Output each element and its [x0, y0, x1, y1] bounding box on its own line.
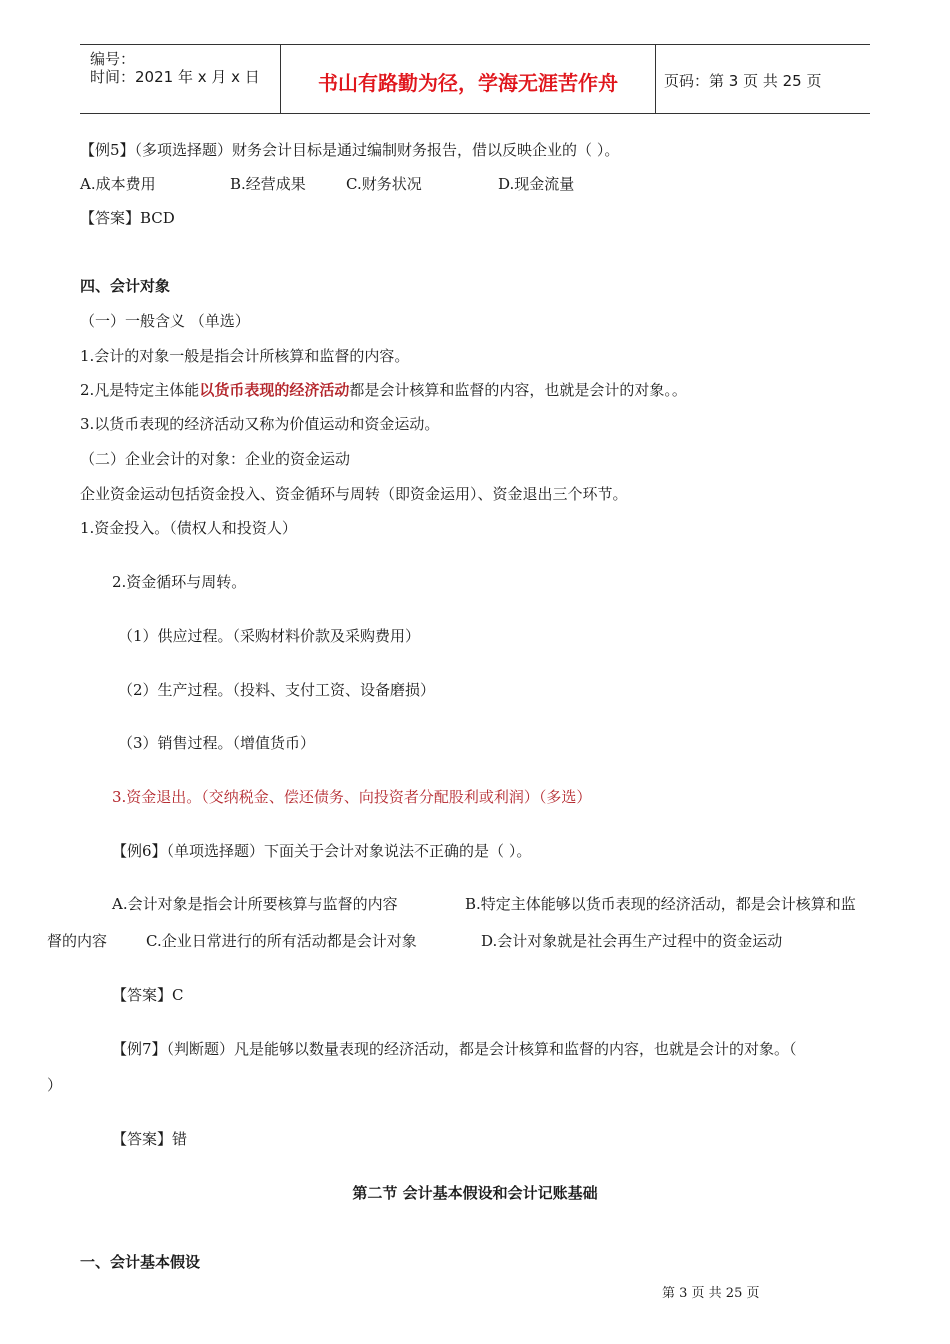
section-heading-accounting-object: 四、会计对象 [80, 277, 171, 295]
header-page-cell [654, 45, 870, 113]
header-meta-cell [80, 45, 280, 113]
example-6-question: 【例6】（单项选择题）下面关于会计对象说法不正确的是（ ）。 [112, 842, 532, 860]
header-motto-cell [280, 45, 656, 113]
example-5-question: 【例5】（多项选择题）财务会计目标是通过编制财务报告，借以反映企业的（ ）。 [80, 141, 620, 159]
example-5-option-d: D.现金流量 [498, 175, 575, 193]
paragraph-8: （2）生产过程。（投料、支付工资、设备磨损） [118, 681, 436, 699]
document-header [80, 44, 870, 114]
paragraph-6: 2.资金循环与周转。 [112, 573, 247, 591]
example-7-answer: 【答案】错 [112, 1130, 188, 1148]
example-7-question: 【例7】（判断题）凡是能够以数量表现的经济活动，都是会计核算和监督的内容，也就是会计的对象。（ [112, 1040, 797, 1058]
example-5-option-c: C.财务状况 [346, 175, 422, 193]
example-5-answer: 【答案】BCD [80, 209, 175, 227]
subheading-enterprise-object: （二）企业会计的对象：企业的资金运动 [80, 450, 351, 468]
example-5-option-b: B.经营成果 [230, 175, 306, 193]
subsection-heading-basic-assumptions: 一、会计基本假设 [80, 1253, 201, 1271]
example-5-option-a: A.成本费用 [80, 175, 156, 193]
header-page-number: 页码：第 3 页 共 25 页 [664, 72, 822, 90]
document-number-label: 编号： [90, 50, 136, 68]
paragraph-2 [80, 380, 687, 400]
example-6-option-c: C.企业日常进行的所有活动都是会计对象 [146, 932, 417, 950]
section-title: 第二节 会计基本假设和会计记账基础 [352, 1184, 598, 1202]
paragraph-10-highlight: 3.资金退出。（交纳税金、偿还债务、向投资者分配股利或利润）（多选） [112, 788, 592, 806]
document-time-label: 时间：2021 年 x 月 x 日 [90, 68, 260, 86]
page-footer: 第 3 页 共 25 页 [662, 1286, 760, 1301]
paragraph-2-prefix: 2.凡是特定主体能 [80, 381, 200, 399]
paragraph-9: （3）销售过程。（增值货币） [118, 734, 316, 752]
paragraph-4: 企业资金运动包括资金投入、资金循环与周转（即资金运用）、资金退出三个环节。 [80, 485, 628, 503]
paragraph-1: 1.会计的对象一般是指会计所核算和监督的内容。 [80, 347, 410, 365]
paragraph-7: （1）供应过程。（采购材料价款及采购费用） [118, 627, 421, 645]
example-7-question-continued: ） [47, 1076, 63, 1094]
paragraph-2-highlight: 以货币表现的经济活动 [199, 381, 350, 399]
header-motto: 书山有路勤为径，学海无涯苦作舟 [318, 71, 618, 95]
paragraph-3: 3.以货币表现的经济活动又称为价值运动和资金运动。 [80, 415, 440, 433]
example-6-option-d: D.会计对象就是社会再生产过程中的资金运动 [481, 932, 783, 950]
example-6-option-b-continued: 督的内容 [47, 932, 108, 950]
paragraph-5: 1.资金投入。（债权人和投资人） [80, 519, 297, 537]
subheading-general-meaning: （一）一般含义 （单选） [80, 312, 250, 330]
example-6-answer: 【答案】C [112, 986, 184, 1004]
paragraph-2-suffix: 都是会计核算和监督的内容，也就是会计的对象。。 [349, 381, 687, 399]
example-6-option-b: B.特定主体能够以货币表现的经济活动，都是会计核算和监 [465, 895, 856, 913]
example-6-option-a: A.会计对象是指会计所要核算与监督的内容 [112, 895, 398, 913]
